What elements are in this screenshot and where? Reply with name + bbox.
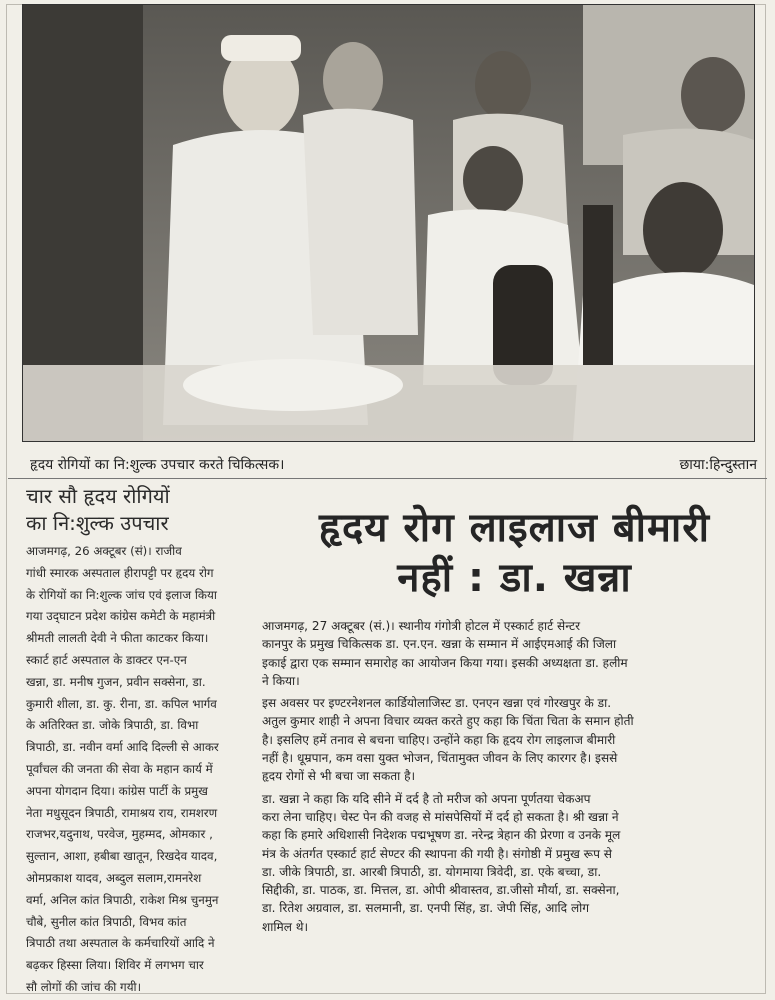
right-headline-line: हृदय रोग लाइलाज बीमारी xyxy=(319,505,710,551)
left-headline xyxy=(26,483,254,537)
left-headline-line: का नि:शुल्क उपचार xyxy=(26,511,169,535)
left-article xyxy=(26,483,254,999)
photo-credit: छाया:हिन्दुस्तान xyxy=(679,457,757,473)
left-headline-line: चार सौ हृदय रोगियों xyxy=(26,484,170,508)
text-line: के अतिरिक्त डा. जोके त्रिपाठी, डा. विभा xyxy=(26,718,199,733)
text-line: कहा कि हमारे अधिशासी निदेशक पद्मभूषण डा. नरेन्द्र त्रेहान की प्रेरणा व उनके मूल xyxy=(262,828,621,843)
text-line: श्रीमती लालती देवी ने फीता काटकर किया। xyxy=(26,631,209,646)
text-line: अतुल कुमार शाही ने अपना विचार व्यक्त करते हुए कहा कि चिंता चिता के समान होती xyxy=(262,714,634,729)
divider xyxy=(8,478,767,479)
news-photo xyxy=(22,4,755,442)
left-article-body xyxy=(26,541,254,999)
text-line: गांधी स्मारक अस्पताल हीरापट्टी पर हृदय रोग xyxy=(26,565,214,580)
text-line: नहीं है। धूम्रपान, कम वसा युक्त भोजन, चिंतामुक्त जीवन के लिए कारगर है। इससे xyxy=(262,751,618,766)
paragraph xyxy=(262,617,767,690)
right-headline-line: नहीं : डा. खन्ना xyxy=(397,555,632,601)
right-article-body xyxy=(262,617,767,936)
text-line: कुमारी शीला, डा. कु. रीना, डा. कपिल भार्गव xyxy=(26,696,217,711)
text-line: त्रिपाठी तथा अस्पताल के कर्मचारियों आदि ने xyxy=(26,936,215,951)
text-line: त्रिपाठी, डा. नवीन वर्मा आदि दिल्ली से आकर xyxy=(26,740,219,755)
text-line: आजमगढ़, 27 अक्टूबर (सं.)। स्थानीय गंगोत्री होटल में एस्कार्ट हार्ट सेन्टर xyxy=(262,619,581,633)
text-line: राजभर,यदुनाथ, परवेज, मुहम्मद, ओमकार , xyxy=(26,827,213,842)
text-line: करा लेना चाहिए। चेस्ट पेन की वजह से मांसपेसियों में दर्द हो सकता है। श्री खन्ना ने xyxy=(262,809,619,824)
text-line: सौ लोगों की जांच की गयी। xyxy=(26,979,142,994)
text-line: ओमप्रकाश यादव, अब्दुल सलाम,रामनरेश xyxy=(26,870,202,885)
paragraph xyxy=(262,694,767,785)
text-line: सिद्दीकी, डा. पाठक, डा. मित्तल, डा. ओपी श्रीवास्तव, डा.जीसो मौर्या, डा. सक्सेना, xyxy=(262,883,620,898)
text-line: शामिल थे। xyxy=(262,919,309,934)
text-line: पूर्वांचल की जनता की सेवा के महान कार्य में xyxy=(26,761,213,776)
text-line: हृदय रोगों से भी बचा जा सकता है। xyxy=(262,769,416,784)
text-line: डा. जीके त्रिपाठी, डा. आरबी त्रिपाठी, डा. योगमाया त्रिवेदी, डा. एके बच्चा, डा. xyxy=(262,864,602,879)
text-line: चौबे, सुनील कांत त्रिपाठी, विभव कांत xyxy=(26,914,187,929)
photo-caption: हृदय रोगियों का नि:शुल्क उपचार करते चिकित्सक। xyxy=(30,457,285,473)
text-line: ने किया। xyxy=(262,673,300,688)
text-line: खन्ना, डा. मनीष गुजन, प्रवीन सक्सेना, डा. xyxy=(26,674,206,689)
text-line: बढ़कर हिस्सा लिया। शिविर में लगभग चार xyxy=(26,958,204,973)
text-line: वर्मा, अनिल कांत त्रिपाठी, राकेश मिश्र चुनमुन xyxy=(26,892,219,907)
text-line: सुल्तान, आशा, हबीबा खातून, रिखदेव यादव, xyxy=(26,849,218,864)
text-line: मंत्र के अंतर्गत एस्कार्ट हार्ट सेण्टर की स्थापना की गयी है। संगोष्ठी में प्रमुख रूप से xyxy=(262,846,612,861)
text-line: इकाई द्वारा एक सम्मान समारोह का आयोजन किया गया। इसकी अध्यक्षता डा. हलीम xyxy=(262,655,628,670)
text-line: डा. रितेश अग्रवाल, डा. सलमानी, डा. एनपी सिंह, डा. जेपी सिंह, आदि लोग xyxy=(262,901,590,916)
text-line: है। इसलिए हमें तनाव से बचना चाहिए। उन्होंने कहा कि हृदय रोग लाइलाज बीमारी xyxy=(262,732,616,747)
right-headline xyxy=(262,503,767,603)
text-line: गया उद्‍घाटन प्रदेश कांग्रेस कमेटी के महामंत्री xyxy=(26,609,216,624)
text-line: इस अवसर पर इण्टरनेशनल कार्डियोलाजिस्ट डा. एनएन खन्ना एवं गोरखपुर के डा. xyxy=(262,696,612,711)
text-line: नेता मधुसूदन त्रिपाठी, रामाश्रय राय, रामशरण xyxy=(26,805,218,820)
text-line: कानपुर के प्रमुख चिकित्सक डा. एन.एन. खन्ना के सम्मान में आईएमआई की जिला xyxy=(262,637,617,652)
text-line: आजमगढ़, 26 अक्टूबर (सं)। राजीव xyxy=(26,544,182,558)
text-line: स्कार्ट हार्ट अस्पताल के डाक्टर एन-एन xyxy=(26,652,187,667)
text-line: डा. खन्ना ने कहा कि यदि सीने में दर्द है तो मरीज को अपना पूर्णतया चेकअप xyxy=(262,791,591,806)
paragraph xyxy=(262,790,767,936)
text-line: अपना योगदान दिया। कांग्रेस पार्टी के प्रमुख xyxy=(26,783,208,798)
right-article xyxy=(262,503,767,940)
text-line: के रोगियों का नि:शुल्क जांच एवं इलाज किया xyxy=(26,587,217,602)
